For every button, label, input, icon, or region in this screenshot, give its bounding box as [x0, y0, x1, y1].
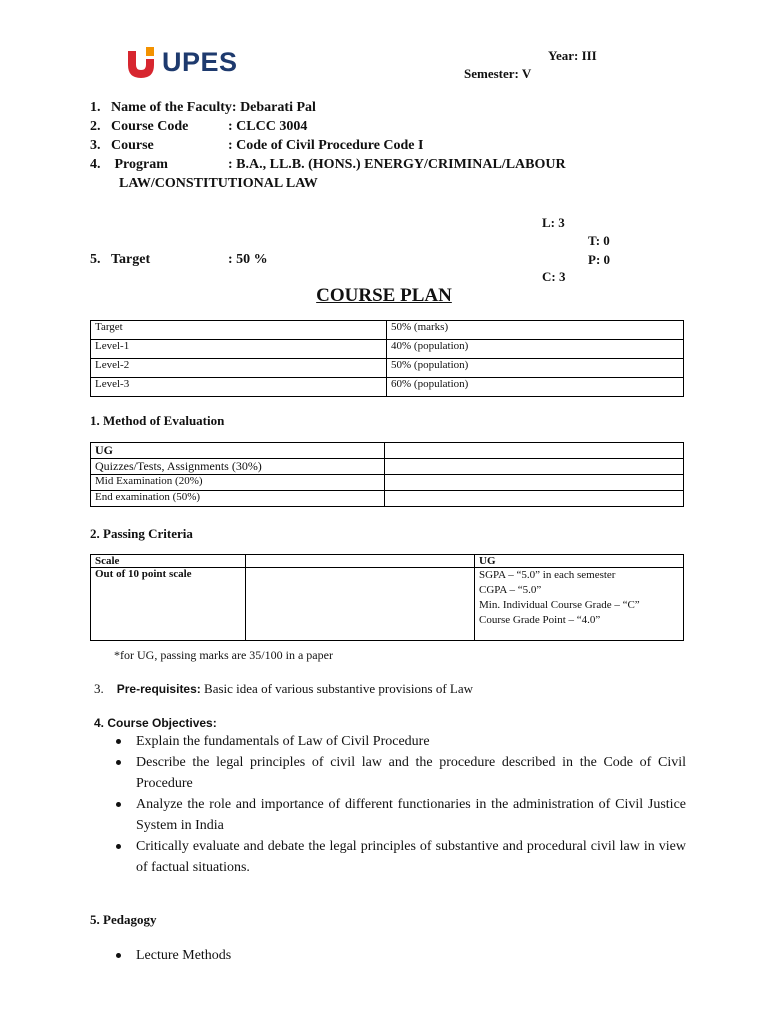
table-cell: Mid Examination (20%) — [91, 475, 385, 491]
credit-c: C: 3 — [542, 269, 566, 284]
prereq-num: 3. — [94, 681, 104, 696]
table-cell: 50% (population) — [387, 359, 684, 378]
table-cell: Level-3 — [91, 378, 387, 397]
table-row — [91, 443, 684, 459]
table-row — [91, 378, 684, 397]
evaluation-table — [90, 442, 684, 507]
table-cell: Target — [91, 321, 387, 340]
table-cell — [385, 475, 684, 491]
table-cell: Level-1 — [91, 340, 387, 359]
credit-l: L: 3 — [542, 215, 565, 230]
info-course-code-value: : CLCC 3004 — [228, 119, 308, 134]
credit-p: P: 0 — [588, 252, 611, 267]
passing-criterion: Course Grade Point – “4.0” — [479, 614, 601, 626]
list-item: Explain the fundamentals of Law of Civil Procedure — [114, 731, 686, 752]
table-row — [91, 340, 684, 359]
passing-criterion: Min. Individual Course Grade – “C” — [479, 599, 640, 611]
table-cell — [385, 459, 684, 475]
table-cell: UG — [91, 443, 385, 459]
table-cell: Scale — [91, 555, 246, 568]
table-cell: 50% (marks) — [387, 321, 684, 340]
logo-text: UPES — [162, 46, 238, 77]
pedagogy-heading: 5. Pedagogy — [90, 912, 157, 927]
semester-label: Semester: V — [464, 66, 532, 81]
objectives-heading: 4. Course Objectives: — [94, 716, 217, 730]
table-cell: Level-2 — [91, 359, 387, 378]
passing-criterion: SGPA – “5.0” in each semester — [479, 569, 616, 581]
table-cell: UG — [475, 555, 684, 568]
table-row — [91, 555, 684, 568]
year-label: Year: III — [548, 48, 597, 63]
table-row — [91, 475, 684, 491]
table-row — [91, 321, 684, 340]
list-item: Describe the legal principles of civil law and the procedure described in the Code of Civil Procedure — [114, 752, 686, 794]
credit-t: T: 0 — [588, 233, 610, 248]
prereq-label: Pre-requisites: — [116, 682, 201, 696]
section-passing-heading: 2. Passing Criteria — [90, 526, 193, 541]
table-cell — [385, 443, 684, 459]
list-item: Analyze the role and importance of different functionaries in the administration of Civil Justice System in India — [114, 794, 686, 836]
table-cell: End examination (50%) — [91, 491, 385, 507]
table-cell — [475, 568, 684, 641]
pedagogy-list — [114, 945, 686, 966]
info-faculty: 1. Name of the Faculty: Debarati Pal — [90, 100, 316, 115]
info-course-value: : Code of Civil Procedure Code I — [228, 138, 424, 153]
objectives-list — [114, 731, 686, 878]
table-cell — [246, 568, 475, 641]
table-cell: Quizzes/Tests, Assignments (30%) — [91, 459, 385, 475]
passing-note: *for UG, passing marks are 35/100 in a paper — [114, 648, 333, 662]
table-row — [91, 359, 684, 378]
info-program-value: : B.A., LL.B. (HONS.) ENERGY/CRIMINAL/LABOUR — [228, 157, 566, 172]
course-plan-title: COURSE PLAN — [316, 285, 452, 306]
upes-logo — [126, 44, 238, 80]
section-evaluation-heading: 1. Method of Evaluation — [90, 413, 225, 428]
prereq-line — [94, 681, 473, 697]
info-program-line2: LAW/CONSTITUTIONAL LAW — [119, 176, 318, 191]
table-cell: 60% (population) — [387, 378, 684, 397]
info-course-code: 2. Course Code — [90, 119, 189, 134]
table-row — [91, 568, 684, 641]
list-item: Critically evaluate and debate the legal principles of substantive and procedural civil law in view of factual situations. — [114, 836, 686, 878]
info-program: 4. Program — [90, 157, 168, 172]
table-cell — [246, 555, 475, 568]
list-item: Lecture Methods — [114, 945, 686, 966]
info-course: 3. Course — [90, 138, 154, 153]
target-table — [90, 320, 684, 397]
table-cell: Out of 10 point scale — [91, 568, 246, 641]
upes-emblem-icon — [126, 45, 156, 79]
table-row — [91, 491, 684, 507]
passing-criterion: CGPA – “5.0” — [479, 584, 542, 596]
target-line: 5. Target — [90, 252, 151, 267]
table-cell: 40% (population) — [387, 340, 684, 359]
prereq-text: Basic idea of various substantive provisions of Law — [204, 681, 474, 696]
table-cell — [385, 491, 684, 507]
target-value: : 50 % — [228, 252, 268, 267]
table-row — [91, 459, 684, 475]
passing-table — [90, 554, 684, 641]
